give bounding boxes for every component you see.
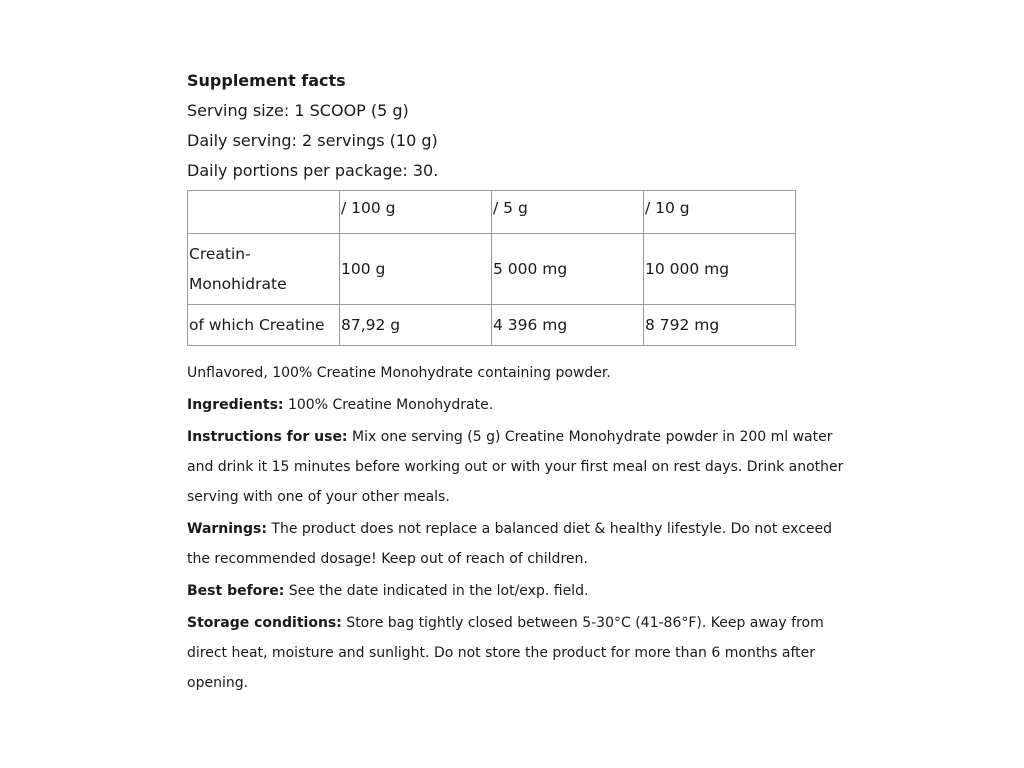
table-row [188, 234, 796, 305]
table-cell: 8 792 mg [644, 305, 796, 346]
best-before-paragraph [187, 576, 847, 606]
nutrition-table [187, 190, 796, 346]
section-heading: Supplement facts [187, 71, 346, 90]
table-header-cell [188, 191, 340, 234]
table-cell: 5 000 mg [492, 234, 644, 305]
daily-portions: Daily portions per package: 30. [187, 161, 439, 180]
table-cell: 100 g [340, 234, 492, 305]
ingredients-paragraph [187, 390, 847, 420]
instructions-label: Instructions for use: [187, 429, 348, 445]
instructions-paragraph [187, 422, 847, 512]
table-cell: Creatin-Monohidrate [188, 234, 340, 305]
table-cell: 87,92 g [340, 305, 492, 346]
storage-text: Store bag tightly closed between 5-30°C (41-86°F). Keep away from direct heat, moisture and sunlight. Do not store the product for more than 6 months after opening. [187, 615, 824, 691]
table-header-row [188, 191, 796, 234]
best-before-text: See the date indicated in the lot/exp. field. [284, 583, 589, 599]
description-text: Unflavored, 100% Creatine Monohydrate containing powder. [187, 365, 611, 381]
warnings-label: Warnings: [187, 521, 267, 537]
table-header-cell: / 5 g [492, 191, 644, 234]
table-row [188, 305, 796, 346]
best-before-label: Best before: [187, 583, 285, 599]
supplement-facts-section [187, 70, 847, 700]
table-header-cell: / 100 g [340, 191, 492, 234]
table-header-cell: / 10 g [644, 191, 796, 234]
table-cell: of which Creatine [188, 305, 340, 346]
daily-serving: Daily serving: 2 servings (10 g) [187, 131, 438, 150]
warnings-text: The product does not replace a balanced diet & healthy lifestyle. Do not exceed the recommended dosage! Keep out of reach of children. [187, 521, 833, 567]
warnings-paragraph [187, 514, 847, 574]
storage-paragraph [187, 608, 847, 698]
table-cell: 4 396 mg [492, 305, 644, 346]
instructions-text: Mix one serving (5 g) Creatine Monohydrate powder in 200 ml water and drink it 15 minutes before working out or with your first meal on rest days. Drink another serving with one of your other meals. [187, 429, 844, 505]
ingredients-text: 100% Creatine Monohydrate. [283, 397, 494, 413]
table-cell: 10 000 mg [644, 234, 796, 305]
storage-label: Storage conditions: [187, 615, 342, 631]
ingredients-label: Ingredients: [187, 397, 284, 413]
serving-size: Serving size: 1 SCOOP (5 g) [187, 101, 409, 120]
